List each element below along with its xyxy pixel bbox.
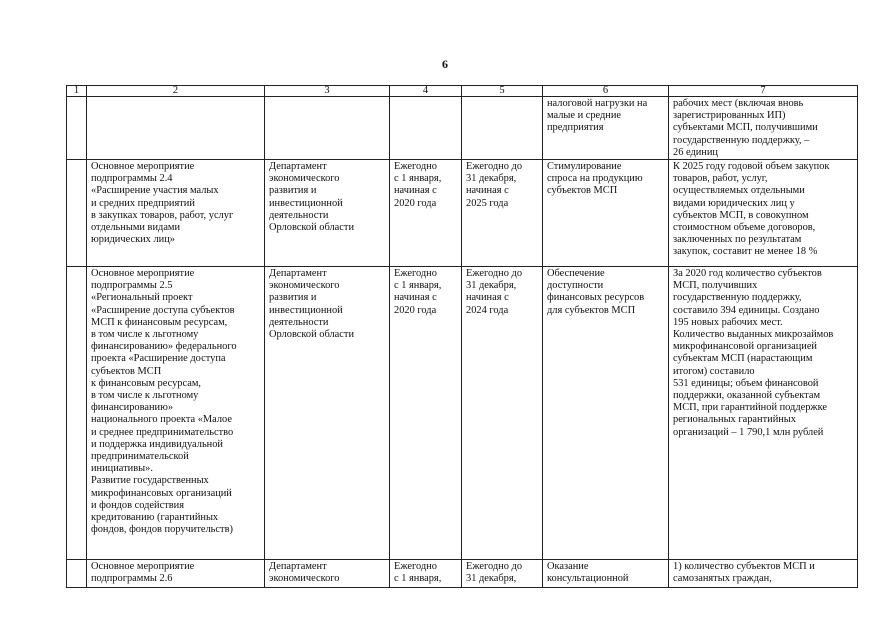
table-row: [67, 267, 858, 560]
cell-result: Обеспечение доступности финансовых ресурсов для субъектов МСП: [543, 267, 669, 560]
cell-number: [67, 97, 87, 160]
cell-indicator: 1) количество субъектов МСП и самозанятых граждан,: [669, 560, 858, 588]
column-header: 2: [87, 86, 265, 97]
cell-measure: Основное мероприятие подпрограммы 2.4 «Расширение участия малых и средних предприятий в закупках товаров, работ, услуг отдельными видами юридических лиц»: [87, 160, 265, 267]
column-header: 4: [390, 86, 462, 97]
cell-end: Ежегодно до 31 декабря,: [462, 560, 543, 588]
column-header: 7: [669, 86, 858, 97]
cell-indicator: К 2025 году годовой объем закупок товаров, работ, услуг, осуществляемых отдельными видами юридических лиц у субъектов МСП, в совокупном стоимостном объеме договоров, заключенных по результатам закупок, составит не менее 18 %: [669, 160, 858, 267]
cell-indicator: За 2020 год количество субъектов МСП, получивших государственную поддержку, составило 394 единицы. Создано 195 новых рабочих мест. Количество выданных микрозаймов микрофинансовой организацией субъектам МСП (нарастающим итогом) составило 531 единицы; объем финансовой поддержки, оказанной субъектам МСП, при гарантийной поддержке региональных гарантийных организаций – 1 790,1 млн рублей: [669, 267, 858, 560]
measures-table: [66, 85, 858, 588]
cell-executor: Департамент экономического развития и инвестиционной деятельности Орловской области: [265, 267, 390, 560]
cell-start: Ежегодно с 1 января, начиная с 2020 года: [390, 267, 462, 560]
page-number: 6: [442, 57, 448, 71]
cell-start: Ежегодно с 1 января,: [390, 560, 462, 588]
table-row: [67, 160, 858, 267]
cell-measure: Основное мероприятие подпрограммы 2.6: [87, 560, 265, 588]
cell-number: [67, 267, 87, 560]
cell-result: Оказание консультационной: [543, 560, 669, 588]
cell-number: [67, 560, 87, 588]
cell-start: [390, 97, 462, 160]
table-row: [67, 560, 858, 588]
table-row: [67, 97, 858, 160]
cell-end: [462, 97, 543, 160]
cell-end: Ежегодно до 31 декабря, начиная с 2025 года: [462, 160, 543, 267]
cell-result: налоговой нагрузки на малые и средние предприятия: [543, 97, 669, 160]
cell-end: Ежегодно до 31 декабря, начиная с 2024 года: [462, 267, 543, 560]
column-header: 6: [543, 86, 669, 97]
column-number-row: [67, 86, 858, 97]
cell-executor: Департамент экономического: [265, 560, 390, 588]
cell-measure: Основное мероприятие подпрограммы 2.5 «Региональный проект «Расширение доступа субъектов МСП к финансовым ресурсам, в том числе к льготному финансированию» федерального проекта «Расширение доступа субъектов МСП к финансовым ресурсам, в том числе к льготному финансированию» национального проекта «Малое и среднее предпринимательство и поддержка индивидуальной предпринимательской инициативы». Развитие государственных микрофинансовых организаций и фондов содействия кредитованию (гарантийных фондов, фондов поручительств): [87, 267, 265, 560]
cell-executor: [265, 97, 390, 160]
column-header: 5: [462, 86, 543, 97]
cell-start: Ежегодно с 1 января, начиная с 2020 года: [390, 160, 462, 267]
cell-measure: [87, 97, 265, 160]
column-header: 1: [67, 86, 87, 97]
cell-number: [67, 160, 87, 267]
column-header: 3: [265, 86, 390, 97]
cell-indicator: рабочих мест (включая вновь зарегистрированных ИП) субъектами МСП, получившими государственную поддержку, – 26 единиц: [669, 97, 858, 160]
cell-executor: Департамент экономического развития и инвестиционной деятельности Орловской области: [265, 160, 390, 267]
cell-result: Стимулирование спроса на продукцию субъектов МСП: [543, 160, 669, 267]
